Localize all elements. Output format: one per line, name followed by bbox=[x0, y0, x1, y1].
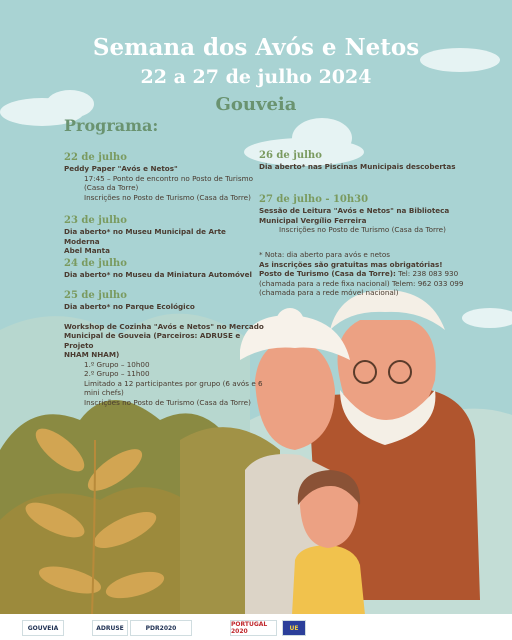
event-detail: Inscrições no Posto de Turismo (Casa da Torre) bbox=[84, 397, 251, 407]
day-date: 25 de julho bbox=[64, 290, 127, 301]
event-detail: (Casa da Torre) bbox=[84, 183, 139, 192]
contact-label: Posto de Turismo (Casa da Torre): bbox=[259, 269, 396, 278]
workshop-title: NHAM NHAM) bbox=[64, 350, 120, 359]
day-date: 27 de julho - 10h30 bbox=[259, 194, 369, 205]
event-title: Dia aberto* no Museu da Miniatura Automóvel bbox=[64, 270, 252, 279]
event-detail: 17:45 – Ponto de encontro no Posto de Turismo bbox=[84, 173, 254, 183]
logo-pdr2020: PDR2020 bbox=[130, 620, 192, 636]
event-title: Sessão de Leitura "Avós e Netos" na Biblioteca bbox=[259, 206, 450, 215]
day-date: 23 de julho bbox=[64, 215, 127, 226]
event-title: Dia aberto* no Museu Municipal de Arte Moderna bbox=[64, 227, 226, 246]
workshop-title: Workshop de Cozinha "Avós e Netos" no Mercado bbox=[64, 321, 264, 331]
logo-adruse: ADRUSE bbox=[92, 620, 128, 636]
logo-gouveia: GOUVEIA bbox=[22, 620, 64, 636]
event-detail: Limitado a 12 participantes por grupo (6 avós e 6 bbox=[84, 378, 263, 388]
event-title: Peddy Paper "Avós e Netos" bbox=[64, 164, 178, 173]
event-title: Dia aberto* no Parque Ecológico bbox=[64, 302, 195, 311]
group-time: 1.º Grupo – 10h00 bbox=[84, 359, 150, 369]
day-26-block bbox=[259, 150, 469, 172]
workshop-title: Municipal de Gouveia (Parceiros: ADRUSE e Projeto bbox=[64, 331, 241, 350]
logo-eu: UE bbox=[282, 620, 306, 636]
day-25-block bbox=[64, 290, 264, 407]
day-23-block bbox=[64, 215, 264, 256]
notes-block bbox=[259, 250, 489, 298]
day-date: 22 de julho bbox=[64, 152, 127, 163]
note-text: As inscrições são gratuitas mas obrigatórias! bbox=[259, 259, 443, 269]
event-detail: Inscrições no Posto de Turismo (Casa da Torre) bbox=[279, 225, 446, 234]
contact-detail: (chamada para a rede móvel nacional) bbox=[259, 288, 399, 297]
day-date: 26 de julho bbox=[259, 150, 322, 161]
poster-title: Semana dos Avós e Netos bbox=[92, 34, 420, 61]
poster-city: Gouveia bbox=[215, 94, 297, 115]
poster-dates: 22 a 27 de julho 2024 bbox=[140, 66, 372, 88]
day-date: 24 de julho bbox=[64, 258, 127, 269]
event-detail: Inscrições no Posto de Turismo (Casa da Torre) bbox=[84, 192, 251, 202]
event-detail: mini chefs) bbox=[84, 388, 124, 397]
event-title: Dia aberto* nas Piscinas Municipais descobertas bbox=[259, 162, 456, 171]
program-heading: Programa: bbox=[64, 116, 159, 135]
group-time: 2.º Grupo – 11h00 bbox=[84, 369, 150, 378]
day-22-block bbox=[64, 152, 264, 202]
logo-portugal2020: PORTUGAL 2020 bbox=[230, 620, 277, 636]
contact-detail: (chamada para a rede fixa nacional) Telem: 962 033 099 bbox=[259, 278, 464, 288]
day-24-block bbox=[64, 258, 264, 280]
contact-phone: Tel: 238 083 930 bbox=[395, 269, 459, 278]
event-title: Municipal Vergílio Ferreira bbox=[259, 215, 367, 225]
event-title: Abel Manta bbox=[64, 246, 110, 255]
day-27-block bbox=[259, 194, 469, 235]
note-text: * Nota: dia aberto para avós e netos bbox=[259, 250, 391, 259]
